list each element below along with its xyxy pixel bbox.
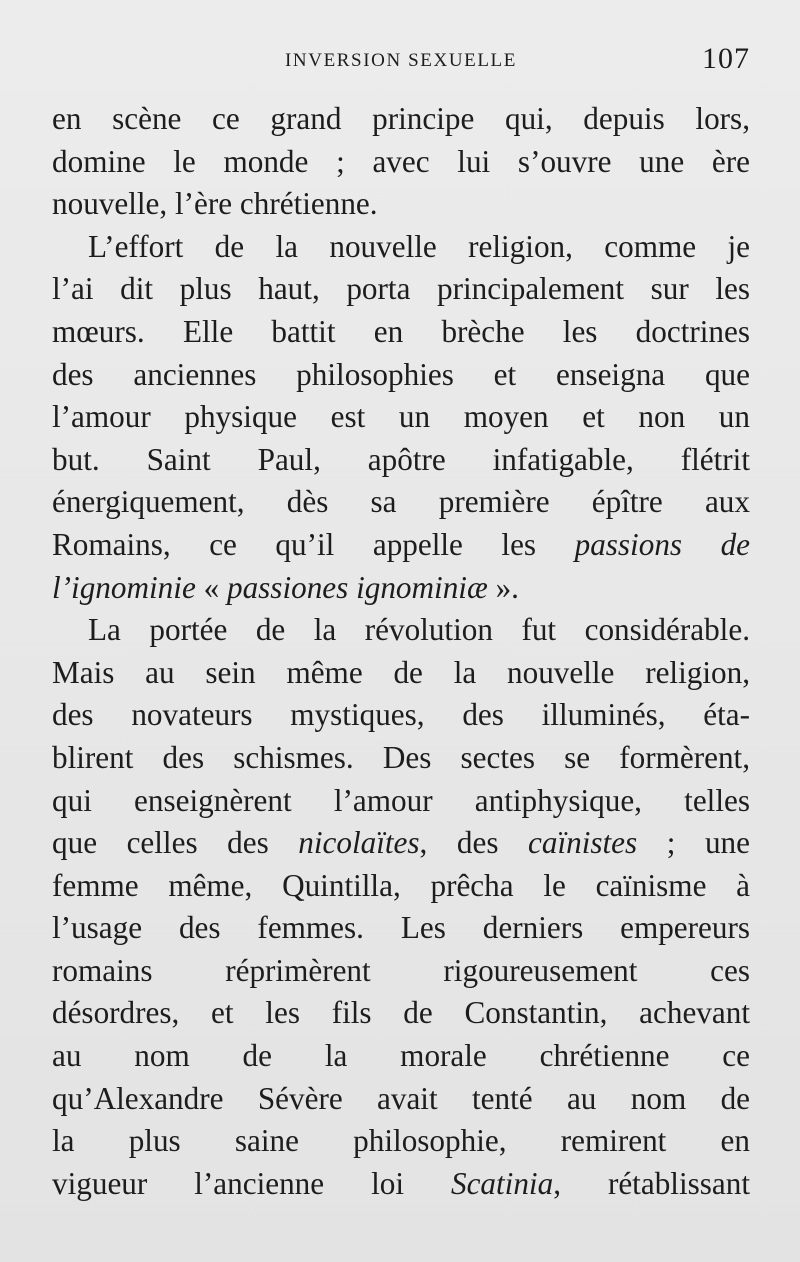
text-segment: nouvelle, l’ère chrétienne. (52, 186, 378, 222)
text-segment: énergiquement, dès sa première épître aux (52, 484, 750, 520)
text-line (52, 226, 750, 269)
italic-text: Scatinia (450, 1165, 554, 1201)
text-line (52, 822, 750, 865)
body-text (52, 98, 750, 1205)
italic-text: passions de (574, 526, 750, 562)
text-segment: vigueur l’ancienne loi (52, 1165, 451, 1201)
text-line (52, 652, 750, 695)
text-segment: romains réprimèrent rigoureusement ces (52, 952, 750, 988)
text-segment: « (195, 569, 227, 605)
italic-text: passiones ignominiæ (226, 569, 488, 605)
text-line (52, 268, 750, 311)
text-segment: au nom de la morale chrétienne ce (52, 1038, 750, 1074)
page-number: 107 (702, 42, 750, 75)
text-line (52, 1078, 750, 1121)
text-segment: L’effort de la nouvelle religion, comme je (88, 228, 750, 264)
text-segment: en scène ce grand principe qui, depuis lors, (52, 101, 750, 136)
text-segment: des novateurs mystiques, des illuminés, éta- (52, 697, 750, 733)
text-line (52, 141, 750, 184)
text-line (52, 694, 750, 737)
text-segment: l’usage des femmes. Les derniers empereurs (52, 910, 750, 946)
running-title: INVERSION SEXUELLE (285, 50, 517, 71)
text-segment: la plus saine philosophie, remirent en (52, 1123, 750, 1159)
text-segment: que celles des (52, 825, 299, 861)
text-segment: La portée de la révolution fut considérable. (88, 612, 750, 648)
text-segment: l’amour physique est un moyen et non un (52, 399, 750, 435)
italic-text: l’ignominie (52, 569, 196, 605)
text-line (52, 1120, 750, 1163)
text-line (52, 481, 750, 524)
text-segment: mœurs. Elle battit en brèche les doctrines (52, 313, 750, 349)
running-header (52, 44, 750, 80)
text-line (52, 439, 750, 482)
text-segment: des anciennes philosophies et enseigna que (52, 356, 750, 392)
text-line (52, 311, 750, 354)
text-line (52, 1163, 750, 1206)
italic-text: nicolaïtes (298, 825, 420, 861)
text-line (52, 609, 750, 652)
text-segment: , rétablissant (553, 1165, 750, 1201)
text-line (52, 354, 750, 397)
text-line (52, 98, 750, 141)
text-segment: Mais au sein même de la nouvelle religion, (52, 654, 750, 690)
text-line (52, 1035, 750, 1078)
italic-text: caïnistes (528, 825, 638, 861)
text-line (52, 950, 750, 993)
text-line (52, 780, 750, 823)
text-segment: domine le monde ; avec lui s’ouvre une ère (52, 143, 750, 179)
text-segment: Romains, ce qu’il appelle les (52, 526, 575, 562)
text-line (52, 865, 750, 908)
text-segment: but. Saint Paul, apôtre infatigable, flétrit (52, 441, 750, 477)
text-segment: l’ai dit plus haut, porta principalement sur les (52, 271, 750, 307)
text-line (52, 524, 750, 567)
text-line (52, 907, 750, 950)
text-line (52, 567, 750, 610)
text-segment: ; une (637, 825, 750, 861)
text-segment: , des (419, 825, 529, 861)
text-line (52, 992, 750, 1035)
text-segment: blirent des schismes. Des sectes se formèrent, (52, 739, 750, 775)
text-line (52, 396, 750, 439)
text-segment: ». (487, 569, 519, 605)
text-segment: femme même, Quintilla, prêcha le caïnisme à (52, 867, 750, 903)
text-segment: désordres, et les fils de Constantin, achevant (52, 995, 750, 1031)
text-segment: qui enseignèrent l’amour antiphysique, telles (52, 782, 750, 818)
text-line (52, 183, 750, 226)
text-line (52, 737, 750, 780)
text-segment: qu’Alexandre Sévère avait tenté au nom de (52, 1080, 750, 1116)
